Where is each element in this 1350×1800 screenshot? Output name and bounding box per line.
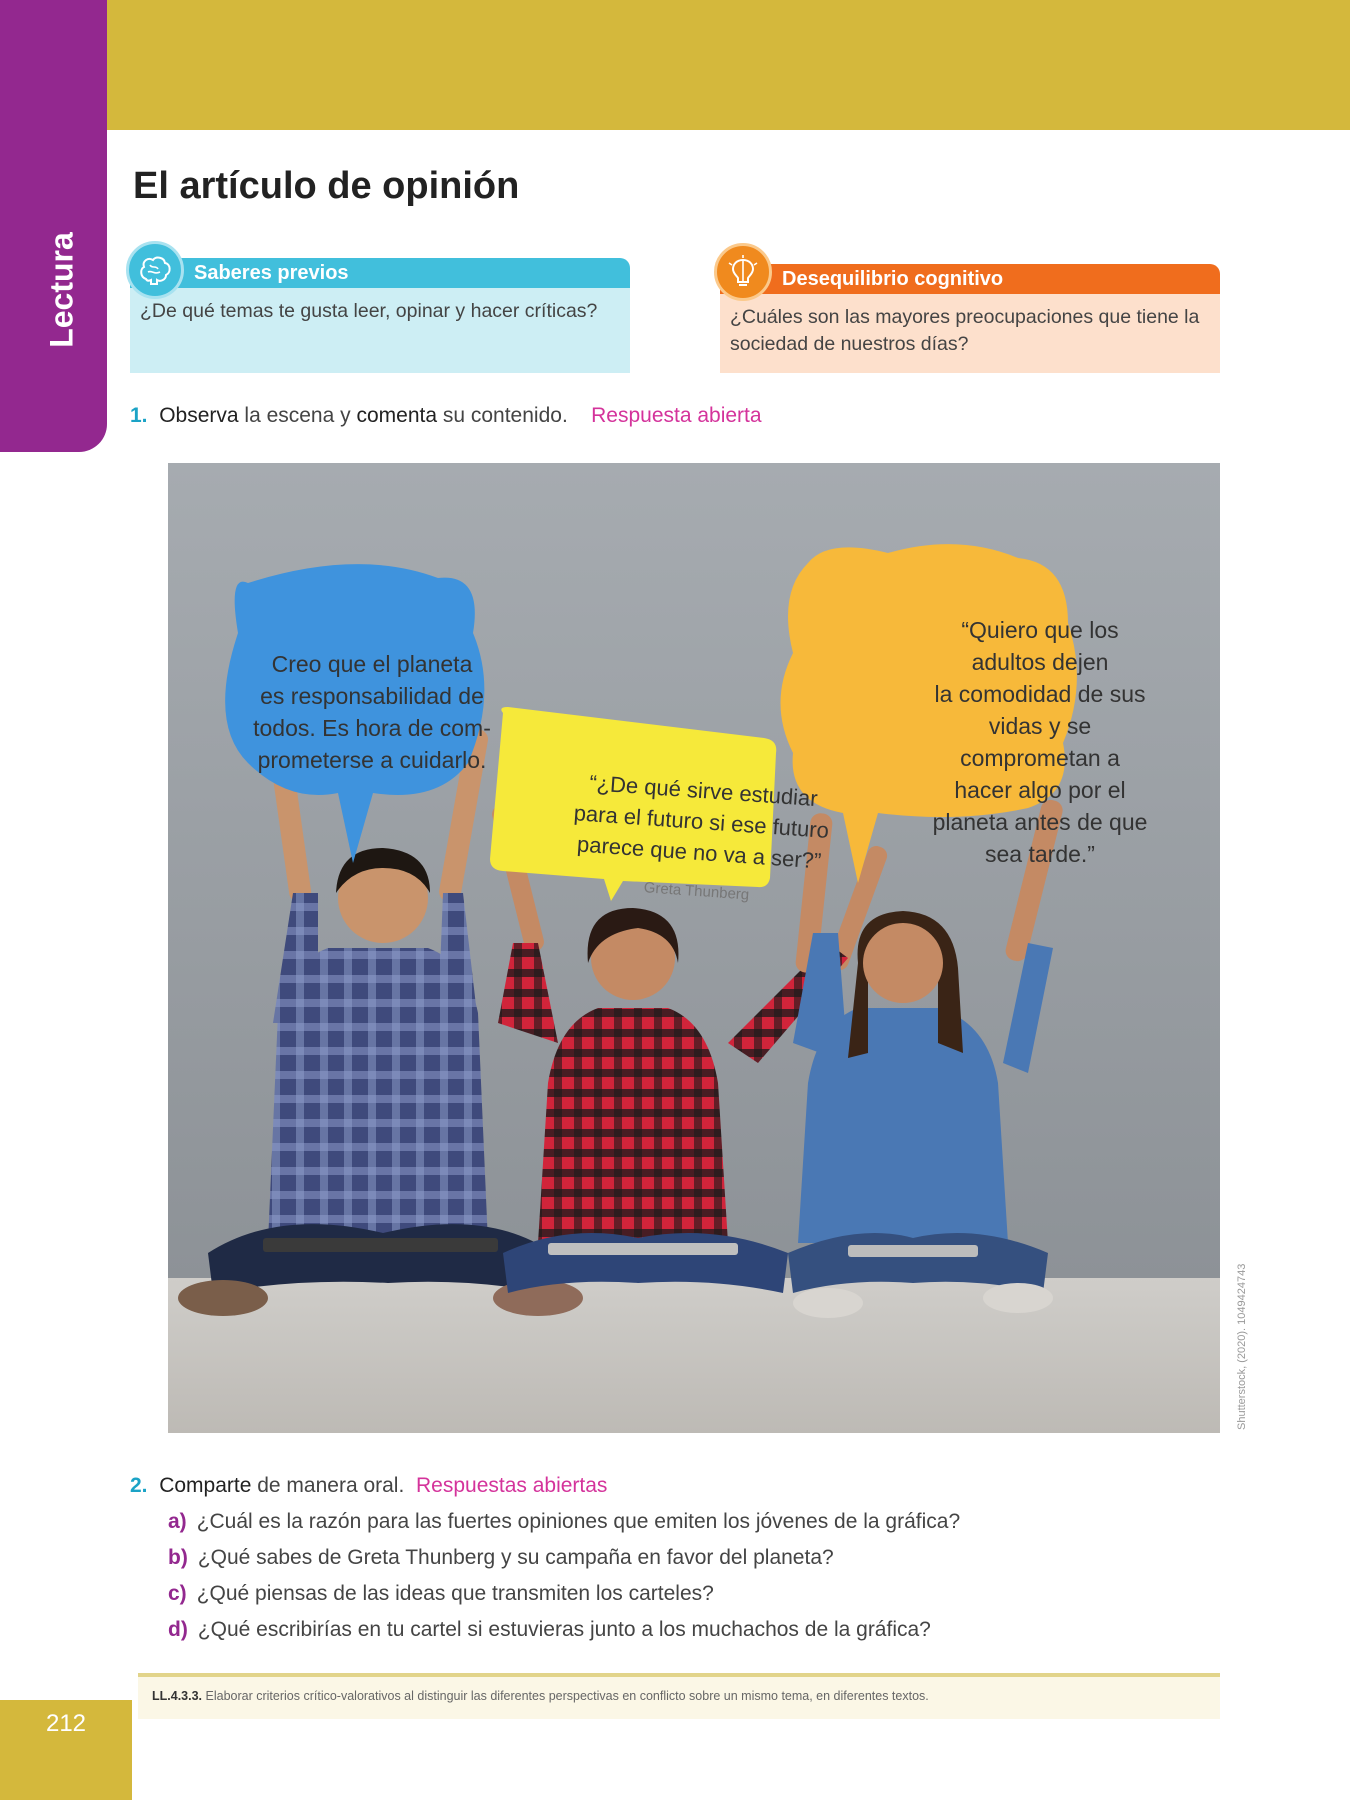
bubble-line: para el futuro si ese futuro xyxy=(573,800,830,843)
bubble-line: hacer algo por el xyxy=(954,777,1126,803)
bubble-line: adultos dejen xyxy=(971,649,1109,675)
question-1 xyxy=(130,404,762,428)
bubble-line: comprometan a xyxy=(960,745,1120,771)
bubble-line: Creo que el planeta xyxy=(271,651,473,677)
bubble-line: todos. Es hora de com- xyxy=(253,715,491,741)
question-number: 1. xyxy=(130,404,148,427)
subquestion-letter: a) xyxy=(168,1510,187,1533)
quote-author: Greta Thunberg xyxy=(643,879,750,904)
answer-hint: Respuesta abierta xyxy=(591,404,762,427)
instruction-verb: Comparte xyxy=(159,1474,252,1497)
orange-bubble-text xyxy=(895,614,1185,870)
question-number: 2. xyxy=(130,1474,148,1497)
floor xyxy=(168,1278,1220,1433)
bubble-line: sea tarde.” xyxy=(985,841,1095,867)
desequilibrio-header: Desequilibrio cognitivo xyxy=(720,264,1220,294)
question-2 xyxy=(130,1474,607,1498)
bubble-line: “Quiero que los xyxy=(961,617,1119,643)
page-title: El artículo de opinión xyxy=(133,165,520,207)
top-color-band xyxy=(107,0,1350,130)
answer-hint: Respuestas abiertas xyxy=(415,1474,608,1497)
instruction-verb: comenta xyxy=(356,404,438,427)
bubble-line: parece que no va a ser?” xyxy=(576,831,823,874)
subquestion-a xyxy=(168,1510,960,1534)
brain-icon xyxy=(126,241,184,299)
subquestion-letter: d) xyxy=(168,1618,188,1641)
instruction-text: de manera oral. xyxy=(251,1474,405,1497)
section-label: Lectura xyxy=(43,232,80,348)
instruction-verb: Observa xyxy=(159,404,239,427)
section-side-tab xyxy=(0,0,107,452)
subquestion-b xyxy=(168,1546,834,1570)
standard-code: LL.4.3.3. xyxy=(152,1689,203,1703)
blue-bubble-text xyxy=(222,648,522,776)
instruction-text: la escena y xyxy=(238,404,357,427)
saberes-previos-header: Saberes previos xyxy=(130,258,630,288)
yellow-sign-text xyxy=(546,765,854,918)
bubble-line: es responsabilidad de xyxy=(260,683,484,709)
scene-illustration xyxy=(168,463,1220,1433)
bubble-line: planeta antes de que xyxy=(932,809,1148,835)
bubble-line: “¿De qué sirve estudiar xyxy=(588,770,819,812)
lightbulb-icon xyxy=(714,243,772,301)
bubble-line: la comodidad de sus xyxy=(934,681,1146,707)
saberes-previos-question: ¿De qué temas te gusta leer, opinar y hacer críticas? xyxy=(130,288,630,373)
photo-credit: Shutterstock, (2020). 1049424743 xyxy=(1236,1263,1248,1430)
subquestion-c xyxy=(168,1582,714,1606)
subquestion-letter: c) xyxy=(168,1582,187,1605)
subquestion-d xyxy=(168,1618,931,1642)
page-number: 212 xyxy=(45,1710,87,1737)
standard-text: Elaborar criterios crítico-valorativos al distinguir las diferentes perspectivas en conflicto sobre un mismo tema, en diferentes textos. xyxy=(205,1689,929,1703)
subquestion-text: ¿Cuál es la razón para las fuertes opiniones que emiten los jóvenes de la gráfica? xyxy=(196,1510,961,1533)
curriculum-standard xyxy=(152,1689,929,1703)
desequilibrio-question: ¿Cuáles son las mayores preocupaciones que tiene la sociedad de nuestros días? xyxy=(720,294,1220,373)
bubble-line: prometerse a cuidarlo. xyxy=(257,747,487,773)
bubble-line: vidas y se xyxy=(988,713,1092,739)
subquestion-text: ¿Qué escribirías en tu cartel si estuvieras junto a los muchachos de la gráfica? xyxy=(197,1618,931,1641)
subquestion-text: ¿Qué sabes de Greta Thunberg y su campaña en favor del planeta? xyxy=(197,1546,834,1569)
subquestion-text: ¿Qué piensas de las ideas que transmiten los carteles? xyxy=(196,1582,714,1605)
subquestion-letter: b) xyxy=(168,1546,188,1569)
instruction-text: su contenido. xyxy=(437,404,568,427)
